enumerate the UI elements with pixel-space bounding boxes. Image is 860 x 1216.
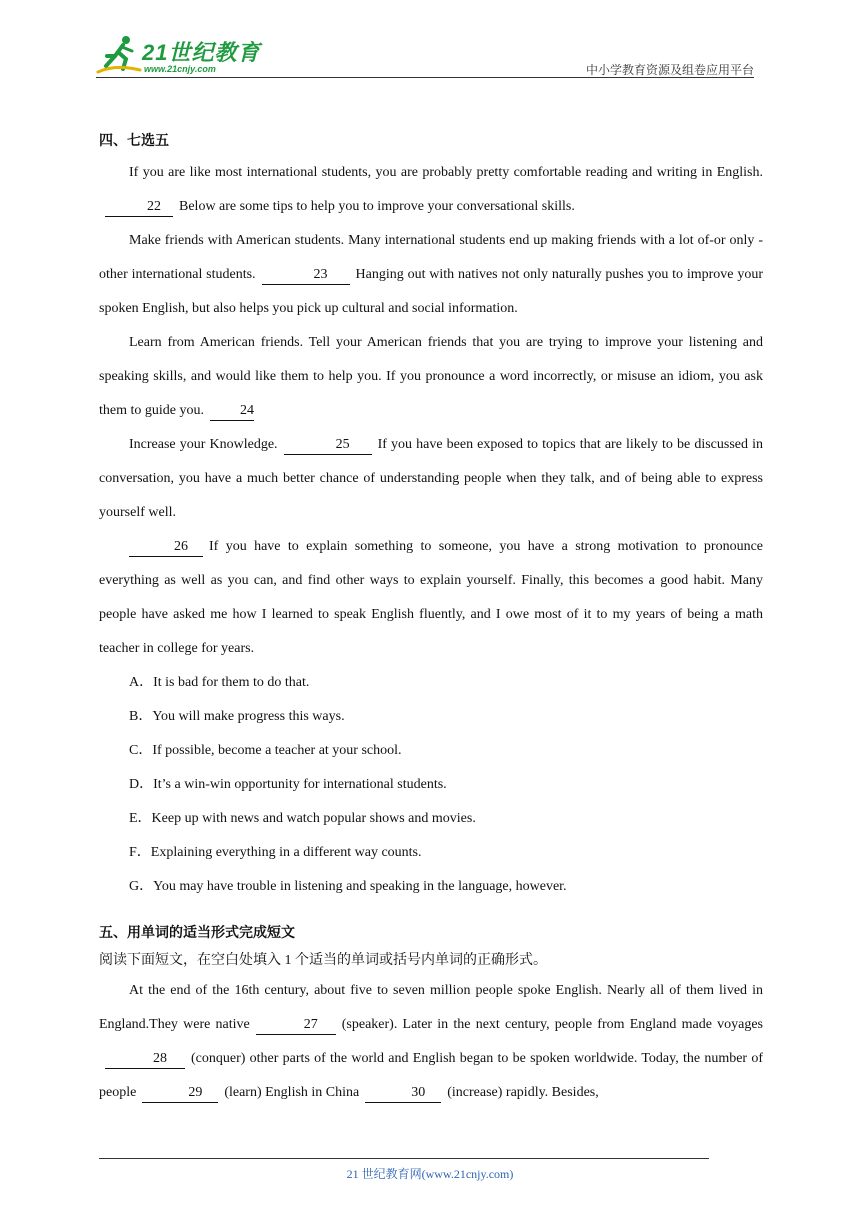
logo-url: www.21cnjy.com (144, 64, 216, 74)
passage-5 (99, 974, 763, 1110)
paragraph-text: (learn) English in China (224, 1085, 360, 1100)
option-e: E．Keep up with news and watch popular shows and movies. (129, 811, 476, 826)
paragraph-text: Hanging out with natives not only naturally pushes you to improve your spoken English, but also helps you pick up cultural and social information. (99, 267, 763, 316)
option-b: B．You will make progress this ways. (129, 709, 345, 724)
paragraph-3 (99, 326, 763, 428)
paragraph-text: Make friends with American students. Many international students end up making friends with a lot of-or only -other international students. (99, 233, 763, 282)
blank-30: 30 (365, 1084, 441, 1103)
section-gap (99, 904, 763, 920)
section-5-title: 五、用单词的适当形式完成短文 (99, 926, 295, 941)
paragraph-text: (speaker). Later in the next century, people from England made voyages (341, 1017, 764, 1032)
option-c: C．If possible, become a teacher at your school. (129, 743, 402, 758)
paragraph-text: If you have to explain something to someone, you have a strong motivation to pronounce everything as well as you can, and find other ways to explain yourself. Finally, this becomes a good habit. Many people have asked me how I learned to speak English fluently, and I owe most of it to my years of being a math teacher in college for years. (99, 539, 763, 656)
option-d: D．It’s a win-win opportunity for international students. (129, 777, 447, 792)
logo (96, 34, 266, 78)
footer-divider (99, 1158, 709, 1159)
blank-26: 26 (129, 538, 203, 557)
paragraph-text: (conquer) other parts of the world and English began to be spoken worldwide. Today, the number of people (99, 1051, 763, 1100)
paragraph-text: Below are some tips to help you to improve your conversational skills. (179, 199, 575, 214)
option-a: A．It is bad for them to do that. (129, 675, 310, 690)
option-f: F．Explaining everything in a different way counts. (129, 845, 422, 860)
blank-29: 29 (142, 1084, 218, 1103)
blank-27: 27 (256, 1016, 336, 1035)
paragraph-text: Increase your Knowledge. (129, 437, 278, 452)
paragraph-text: At the end of the 16th century, about five to seven million people spoke English. Nearly all of them lived in England.They were native (99, 983, 763, 1032)
blank-23: 23 (262, 266, 350, 285)
blank-25: 25 (284, 436, 372, 455)
footer-text: 21 世纪教育网(www.21cnjy.com) (346, 1167, 514, 1181)
blank-24: 24 (210, 402, 254, 421)
section-5-instruction: 阅读下面短文，在空白处填入 1 个适当的单词或括号内单词的正确形式。 (99, 953, 547, 968)
option-g: G．You may have trouble in listening and speaking in the language, however. (129, 879, 567, 894)
header-platform-text: 中小学教育资源及组卷应用平台 (585, 63, 754, 77)
section-4-title: 四、七选五 (99, 134, 169, 149)
paragraph-2 (99, 224, 763, 326)
header-divider (96, 77, 754, 78)
paragraph-text: If you have been exposed to topics that are likely to be discussed in conversation, you have a much better chance of understanding people when they talk, and of being able to express yourself well. (99, 437, 764, 520)
runner-logo-icon (96, 34, 142, 74)
paragraph-text: Learn from American friends. Tell your American friends that you are trying to improve your listening and speaking skills, and would like them to help you. If you pronounce a word incorrectly, or misuse an idiom, you ask them to guide you. (99, 335, 763, 418)
document-body (99, 128, 763, 1110)
paragraph-4 (99, 428, 763, 530)
blank-22: 22 (105, 198, 173, 217)
paragraph-5 (99, 530, 763, 666)
paragraph-1 (99, 156, 763, 224)
paragraph-text: (increase) rapidly. Besides, (447, 1085, 599, 1100)
logo-text: 21世纪教育 (142, 40, 261, 65)
blank-28: 28 (105, 1050, 185, 1069)
paragraph-text: If you are like most international students, you are probably pretty comfortable reading and writing in English. (129, 165, 763, 180)
page-header (0, 0, 860, 90)
